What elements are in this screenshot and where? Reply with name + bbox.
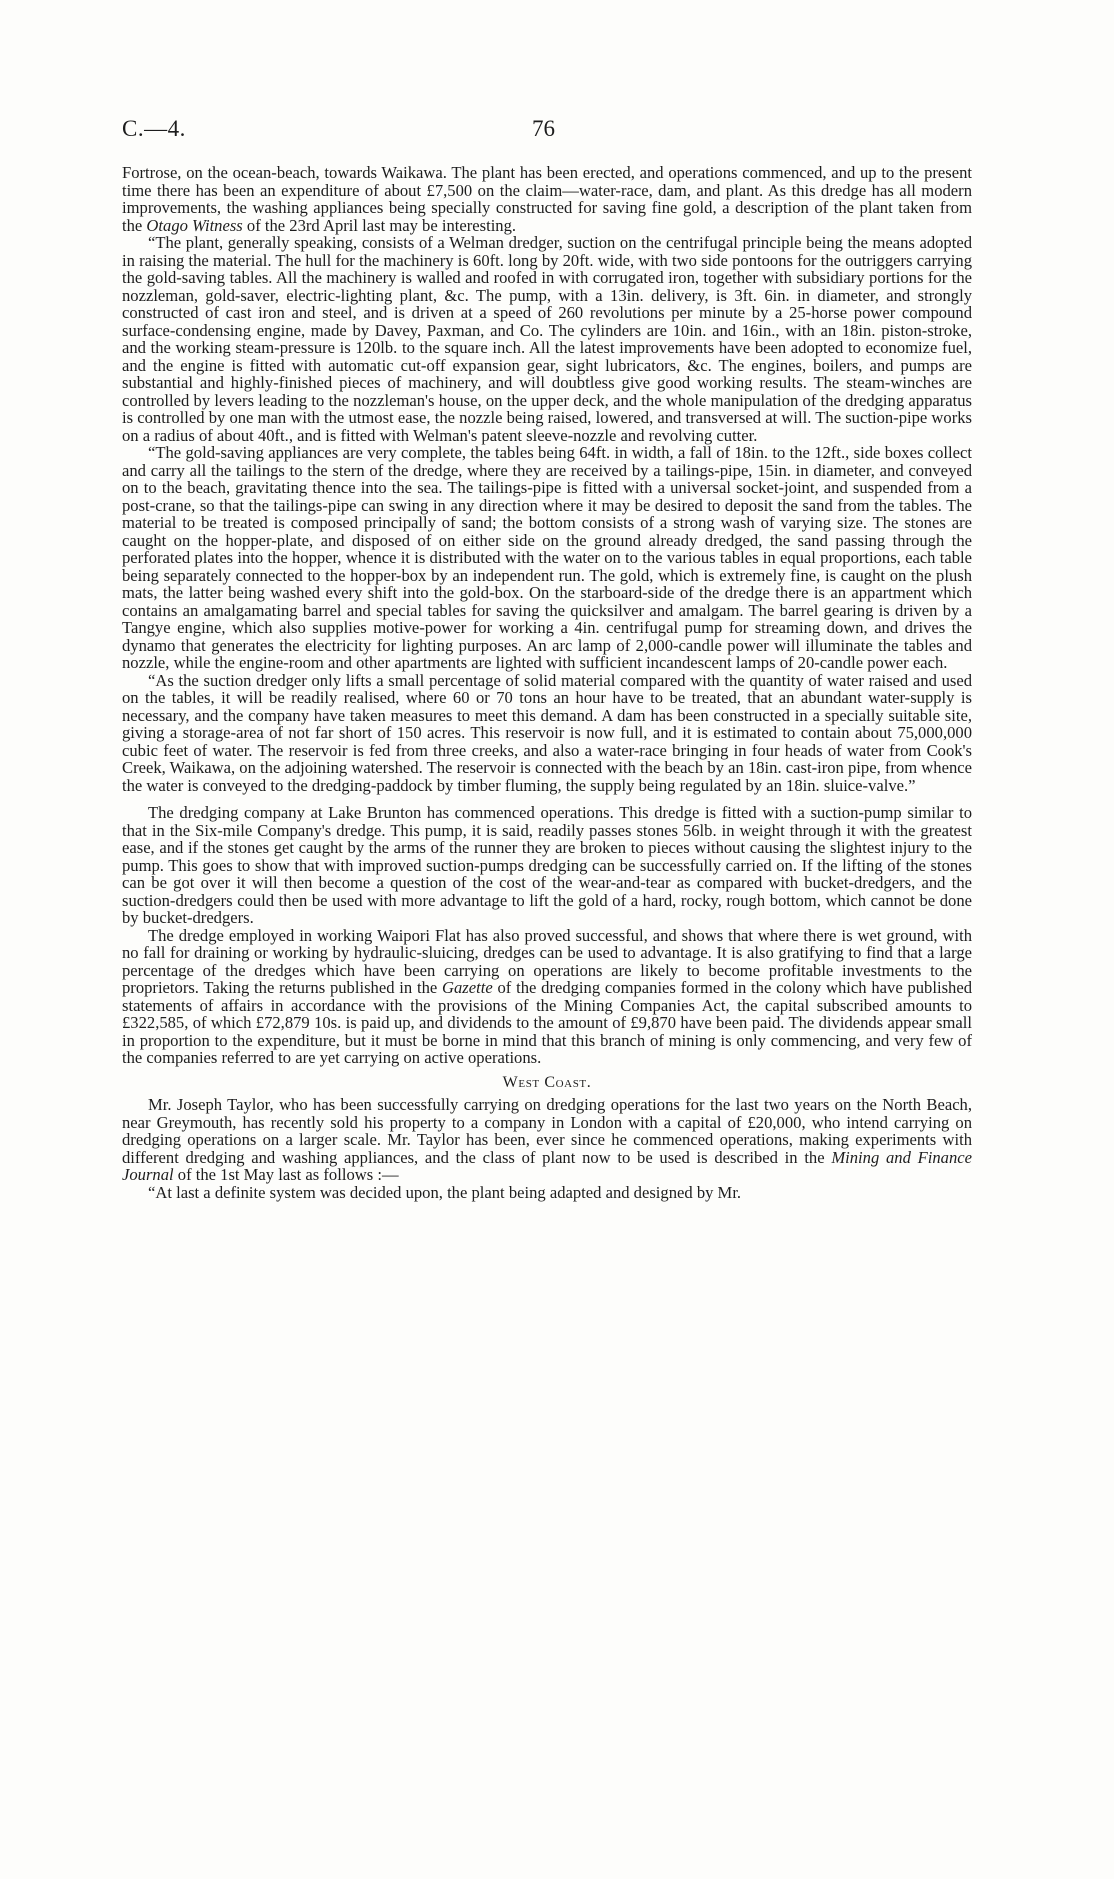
paragraph-gold-saving: “The gold-saving appliances are very complete, the tables being 64ft. in width, a fall of 18in. to the 12ft., side boxes collect and carry all the tailings to the stern of the dredge, where they are received by a tailings-pipe, 15in. in diameter, and conveyed on to the beach, gravitating thence into the sea. The tailings-pipe is fitted with a universal socket-joint, and suspended from a post-crane, so that the tailings-pipe can swing in any direction where it may be desired to deposit the sand from the tables. The material to be treated is composed principally of sand; the bottom consists of a strong wash of varying size. The stones are caught on the hopper-plate, and disposed of on either side on the ground already dredged, the sand passing through the perforated plates into the hopper, whence it is distributed with the water on to the various tables in equal proportions, each table being separately connected to the hopper-box by an independent run. The gold, which is extremely fine, is caught on the plush mats, the latter being washed every shift into the gold-box. On the starboard-side of the dredge there is an appartment which contains an amalgamating barrel and special tables for saving the quicksilver and amalgam. The barrel gearing is driven by a Tangye engine, which also supplies motive-power for working a 4in. centrifugal pump for streaming down, and drives the dynamo that generates the electricity for lighting purposes. An arc lamp of 2,000-candle power will illuminate the tables and nozzle, while the engine-room and other apartments are lighted with sufficient incandescent lamps of 20-candle power each. [122, 443, 972, 672]
paragraph-plant-description: “The plant, generally speaking, consists of a Welman dredger, suction on the centrifugal principle being the means adopted in raising the material. The hull for the machinery is 60ft. long by 20ft. wide, with two side pontoons for the outriggers carrying the gold-saving tables. All the machinery is walled and roofed in with corrugated iron, together with subsidiary portions for the nozzleman, gold-saver, electric-lighting plant, &c. The pump, with a 13in. delivery, is 3ft. 6in. in diameter, and strongly constructed of cast iron and steel, and is driven at a speed of 260 revolutions per minute by a 25-horse power compound surface-condensing engine, made by Davey, Paxman, and Co. The cylinders are 10in. and 16in., with an 18in. piston-stroke, and the working steam-pressure is 120lb. to the square inch. All the latest improvements have been adopted to economize fuel, and the engine is fitted with automatic cut-off expansion gear, sight lubricators, &c. The engines, boilers, and pumps are substantial and highly-finished pieces of machinery, and will doubtless give good working results. The steam-winches are controlled by levers leading to the nozzleman's house, on the upper deck, and the whole manipulation of the dredging apparatus is controlled by one man with the utmost ease, the nozzle being raised, lowered, and transversed at will. The suction-pipe works on a radius of about 40ft., and is fitted with Welman's patent sleeve-nozzle and revolving cutter. [122, 233, 972, 445]
publication-title: Gazette [442, 978, 493, 997]
paragraph-text: Fortrose, on the ocean-beach, towards Waikawa. The plant has been erected, and operations commenced, and up to the present time there has been an expenditure of about £7,500 on the claim—water-race, dam, and plant. As this dredge has all modern improvements, the washing appliances being specially constructed for saving fine gold, a description of the plant taken from the [122, 163, 972, 235]
paragraph-continuation [122, 164, 972, 234]
page-number: 76 [532, 116, 555, 141]
paragraph-text: The dredge employed in working Waipori Flat has also proved successful, and shows that where there is wet ground, with no fall for draining or working by hydraulic-sluicing, dredges can be used to advantage. It is also gratifying to find that a large percentage of the dredges which have been carrying on operations are likely to become profitable investments to the proprietors. Taking the returns published in the [122, 925, 972, 997]
publication-title: Mining and Finance Journal [122, 1147, 972, 1184]
paragraph-lake-brunton: The dredging company at Lake Brunton has commenced operations. This dredge is fitted with a suction-pump similar to that in the Six-mile Company's dredge. This pump, it is said, readily passes stones 56lb. in weight through it with the greatest ease, and if the stones get caught by the arms of the runner they are broken to pieces without causing the slightest injury to the pump. This goes to show that with improved suction-pumps dredging can be successfully carried on. If the lifting of the stones can be got over it will then become a question of the cost of the wear-and-tear as compared with bucket-dredgers, and the suction-dredgers could then be used with more advantage to lift the gold of a hard, rocky, rough bottom, which cannot be done by bucket-dredgers. [122, 803, 972, 927]
paragraph-text: Mr. Joseph Taylor, who has been successfully carrying on dredging operations for the last two years on the North Beach, near Greymouth, has recently sold his property to a company in London with a capital of £20,000, who intend carrying on dredging operations on a larger scale. Mr. Taylor has been, ever since he commenced operations, making experiments with different dredging and washing appliances, and the class of plant now to be used is described in the [122, 1095, 972, 1167]
document-reference: C.—4. [122, 116, 186, 141]
publication-title: Otago Witness [146, 215, 243, 235]
paragraph-quote-start: “At last a definite system was decided upon, the plant being adapted and designed by Mr. [148, 1182, 742, 1202]
body-text [122, 164, 972, 1201]
paragraph-text: of the 23rd April last may be interesting. [242, 215, 517, 235]
paragraph-water-supply: “As the suction dredger only lifts a small percentage of solid material compared with the quantity of water raised and used on the tables, it will be readily realised, where 60 or 70 tons an hour have to be treated, that an abundant water-supply is necessary, and the company have taken measures to meet this demand. A dam has been constructed in a specially suitable site, giving a storage-area of not far short of 150 acres. This reservoir is now full, and it is estimated to contain about 75,000,000 cubic feet of water. The reservoir is fed from three creeks, and also a water-race bringing in four heads of water from Cook's Creek, Waikawa, on the adjoining watershed. The reservoir is connected with the beach by an 18in. cast-iron pipe, from whence the water is conveyed to the dredging-paddock by timber fluming, the supply being regulated by an 18in. sluice-valve.” [122, 670, 972, 795]
paragraph-joseph-taylor [122, 1096, 972, 1184]
paragraph-text: of the dredging companies formed in the colony which have published statements of affairs in accordance with the provisions of the Mining Companies Act, the capital subscribed amounts to £322,585, of which £72,879 10s. is paid up, and dividends to the amount of £9,870 have been paid. The dividends appear small in proportion to the expenditure, but it must be borne in mind that this branch of mining is only commencing, and very few of the companies referred to are yet carrying on active operations. [122, 978, 972, 1067]
paragraph-text: of the 1st May last as follows :— [173, 1165, 399, 1184]
section-heading: West Coast. [502, 1073, 592, 1091]
paragraph-waipori-flat [122, 927, 972, 1067]
page-header [122, 116, 972, 142]
